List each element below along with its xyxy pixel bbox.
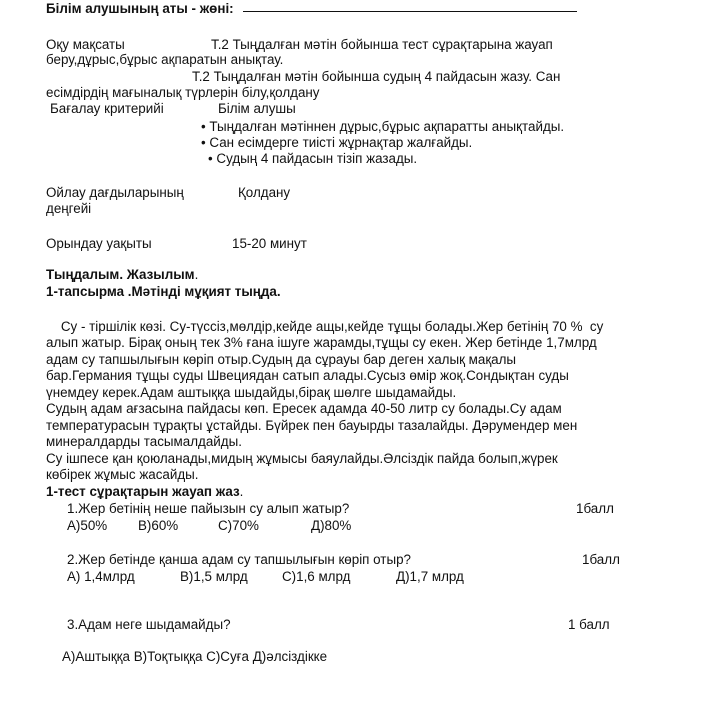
q2-option-c[interactable]: С)1,6 млрд	[282, 569, 351, 584]
question-1-points: 1балл	[576, 501, 614, 516]
section-title-dot: .	[194, 267, 199, 282]
time-value: 15-20 минут	[232, 236, 307, 251]
question-1: 1.Жер бетінің неше пайызын су алып жатыр?	[67, 501, 350, 516]
section-title-text: Тыңдалым. Жазылым	[46, 267, 195, 282]
text-line-4: бар.Германия тұщы суды Швециядан сатып алады.Сусыз өмір жоқ.Сондықтан суды	[46, 368, 569, 383]
criteria-label: Бағалау критерийі	[50, 101, 164, 116]
student-name-label: Білім алушының аты - жөні:	[46, 1, 234, 16]
text-line-8: минералдарды тасымалдайды.	[46, 434, 242, 449]
thinking-label-line1: Ойлау дағдыларының	[46, 185, 184, 200]
objective-line2b: есімдірдің мағыналық түрлерін білу,қолдану	[46, 85, 320, 100]
question-2-points: 1балл	[582, 552, 620, 567]
test-title-text: 1-тест сұрақтарын жауап жаз	[46, 484, 240, 499]
text-line-2: алып жатыр. Бірақ оның тек 3% ғана ішуге жарамды,тұщы су екен. Жер бетінде 1,7млрд	[46, 335, 597, 350]
task1-title: 1-тапсырма .Мәтінді мұқият тыңда.	[46, 284, 281, 299]
criteria-who: Білім алушы	[218, 101, 296, 116]
thinking-label-line2: деңгейі	[46, 201, 92, 216]
text-line-7: температурасын тұрақты ұстайды. Бүйрек пен бауырды тазалайды. Дәрумендер мен	[46, 418, 578, 433]
text-line-9: Су ішпесе қан қоюланады,мидың жұмысы баяулайды.Әлсіздік пайда болып,жүрек	[46, 451, 558, 466]
test-title-dot: .	[239, 484, 244, 499]
section-title	[46, 266, 198, 283]
text-line-6: Судың адам ағзасына пайдасы көп. Ересек адамда 40-50 литр су болады.Су адам	[46, 401, 562, 416]
question-2: 2.Жер бетінде қанша адам су тапшылығын көріп отыр?	[67, 552, 411, 567]
q1-option-a[interactable]: А)50%	[67, 518, 108, 533]
text-line-3: адам су тапшылығын көріп отыр.Судың да сұрауы бар деген халық мақалы	[46, 352, 517, 367]
question-3-points: 1 балл	[568, 617, 610, 632]
student-name-line[interactable]	[243, 11, 577, 12]
thinking-value: Қолдану	[238, 185, 291, 200]
criteria-item-2: • Сан есімдерге тиісті жұрнақтар жалғайды.	[201, 135, 473, 150]
text-line-10: көбірек жұмыс жасайды.	[46, 467, 199, 482]
text-line-5: үнемдеу керек.Адам аштыққа шыдайды,бірақ шөлге шыдамайды.	[46, 385, 457, 400]
q1-option-d[interactable]: Д)80%	[311, 518, 352, 533]
q2-option-a[interactable]: А) 1,4млрд	[67, 569, 135, 584]
test-title	[46, 483, 243, 500]
objective-line2a: Т.2 Тыңдалған мәтін бойынша судың 4 пайдасын жазу. Сан	[192, 69, 561, 84]
q1-option-c[interactable]: С)70%	[218, 518, 259, 533]
q2-option-b[interactable]: В)1,5 млрд	[180, 569, 248, 584]
criteria-item-1: • Тыңдалған мәтіннен дұрыс,бұрыс ақпаратты анықтайды.	[201, 119, 565, 134]
objective-label: Оқу мақсаты	[46, 37, 125, 52]
q3-options[interactable]: А)Аштыққа В)Тоқтыққа С)Суға Д)әлсіздікке	[62, 649, 328, 664]
objective-line1b: беру,дұрыс,бұрыс ақпаратын анықтау.	[46, 52, 284, 67]
criteria-item-3: • Судың 4 пайдасын тізіп жазады.	[208, 151, 418, 166]
time-label: Орындау уақыты	[46, 236, 152, 251]
q2-option-d[interactable]: Д)1,7 млрд	[396, 569, 464, 584]
question-3: 3.Адам неге шыдамайды?	[67, 617, 231, 632]
q1-option-b[interactable]: В)60%	[138, 518, 179, 533]
text-line-1: Су - тіршілік көзі. Су-түссіз,мөлдір,кейде ащы,кейде тұщы болады.Жер бетінің 70 % су	[46, 319, 604, 334]
objective-line1a: Т.2 Тыңдалған мәтін бойынша тест сұрақтарына жауап	[211, 37, 553, 52]
